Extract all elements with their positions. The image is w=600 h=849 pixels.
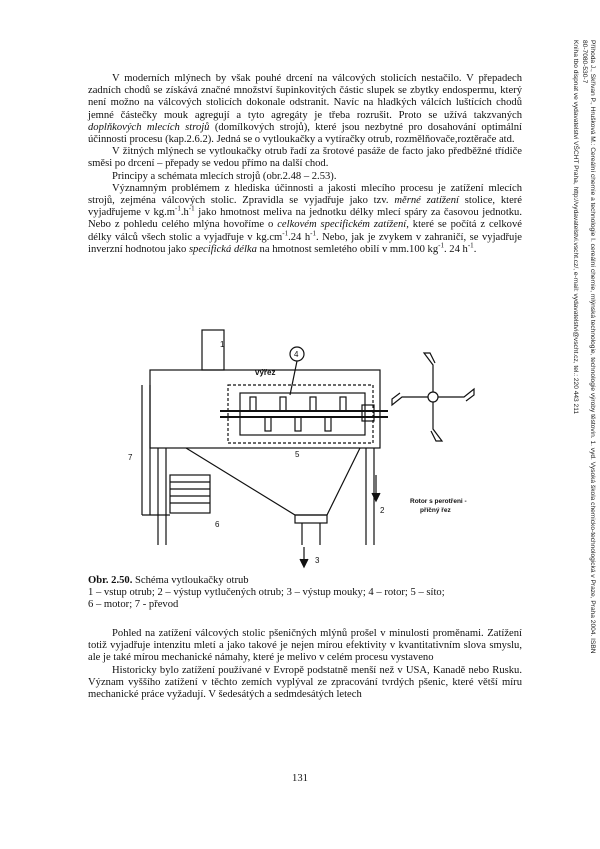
- paragraph: Významným problémem z hlediska účinnosti a jakosti mlecího procesu je zatížení mlecích strojů, zejména válcových stolic. Zpravidla se vyjadřuje jako tzv. měrné zatížení stolice, které vyjadřujeme v $kg.m^{-1}.h^{-1}$ jako hmotnost meliva na jednotku délky mlecí spáry za časovou jednotku. Nebo z pohledu celého mlýna hovoříme o celkovém specifickém zatížení, které se počítá z celkové délky válců všech stolic a vyjadřuje v $kg.cm^{-1}.24$ $h^{-1}$. Nebo, jak je zvykem v zahraničí, se vyjadřuje inverzní hodnotou jako specifická délka na hmotnost semletého obilí v mm.100 $kg^{-1}$. 24 $h^{-1}$.: [88, 182, 523, 255]
- body-text-bottom: [88, 628, 522, 701]
- figure-label-2: 2: [380, 506, 385, 515]
- caption-title: Obr. 2.50. Schéma vytloukačky otrub: [88, 575, 249, 586]
- paragraph: Principy a schémata mlecích strojů (obr.2.48 – 2.53).: [112, 170, 337, 182]
- bran-beater-diagram: [90, 325, 530, 570]
- page-number: 131: [292, 773, 308, 784]
- paragraph: V moderních mlýnech by však pouhé drcení na válcových stolicích nestačilo. V přepadech zadních chodů se získává značné množství šupinkovitých částic slupek se zbytky endospermu, který není možno na válcových stolicích dokonale odstranit. Navíc na hladkých válcích luštících chodů jemné částečky mouk agregují a tyto agregáty je třeba rozrušit. Proto se užívá takzvaných doplňkových mlecích strojů (domílkových strojů), které jsou nezbytné pro dosahování optimální účinnosti procesu (kap.2.6.2). Jedná se o vytloukačky a vytíračky otrub, rozmělňovače,roztěrače atd.: [88, 73, 522, 146]
- figure-label-4: 4: [294, 350, 299, 359]
- caption-legend-2: 6 – motor; 7 - převod: [88, 599, 179, 611]
- figure-cutout-label: výřez: [255, 368, 276, 377]
- citation-line-3: Kniha tbo dispnat ve vydavatelstvi VŠCHT Praha, http://vydavatelstvi.vscht.cz/, e-mail: vydavatelstvi@vscht.cz, tel.: 220 443 211: [572, 40, 580, 415]
- figure-label-3: 3: [315, 556, 320, 565]
- figure-caption: [88, 575, 528, 612]
- body-text-top: [88, 73, 522, 256]
- figure-label-5: 5: [295, 450, 300, 459]
- citation-line-1: Příhoda J., Skřivan P., Hrušková M.: Cereální chemie a technologie I. cereální chemie, mlýnská technologie, technologie výroby těstovin. 1. vyd. Vysoká škola chemicko-technologická v Praze, Praha 2004. ISBN: [589, 40, 596, 654]
- caption-legend-1: 1 – vstup otrub; 2 – výstup vytlučených otrub; 3 – výstup mouky; 4 – rotor; 5 – síto;: [88, 587, 445, 599]
- rotor-caption-line1: Rotor s perotřeni -: [410, 498, 467, 505]
- paragraph: V žitných mlýnech se vytloukačky otrub řadí za šrotové pasáže de facto jako předběžné třídiče směsi po drcení – přepady se vedou přímo na další chod.: [88, 146, 522, 170]
- rotor-caption-line2: příčný řez: [420, 507, 451, 514]
- paragraph: Pohled na zatížení válcových stolic pšeničných mlýnů prošel v minulosti proměnami. Zatížení totiž vyjadřuje intenzitu mletí a jako takové je nejen mírou efektivity v kvantitativním slova smyslu, ale je také mírou mechanické námahy, které je melivo v celém procesu vystaveno: [88, 628, 522, 664]
- figure-label-6: 6: [215, 520, 220, 529]
- citation-line-2: 80-7080-530-7: [580, 40, 588, 84]
- citation-sidebar: [560, 40, 596, 840]
- paragraph: Historicky bylo zatížení používané v Evropě podstatně menší než v USA, Kanadě nebo Rusku. Význam vyššího zatížení v těchto zemích vyplýval ze zpracování tvrdých pšenic, které větší míru mechanické práce vyžadují. V šedesátých a sedmdesátých letech: [88, 664, 522, 701]
- figure-label-1: 1: [220, 340, 225, 349]
- figure-label-7: 7: [128, 453, 133, 462]
